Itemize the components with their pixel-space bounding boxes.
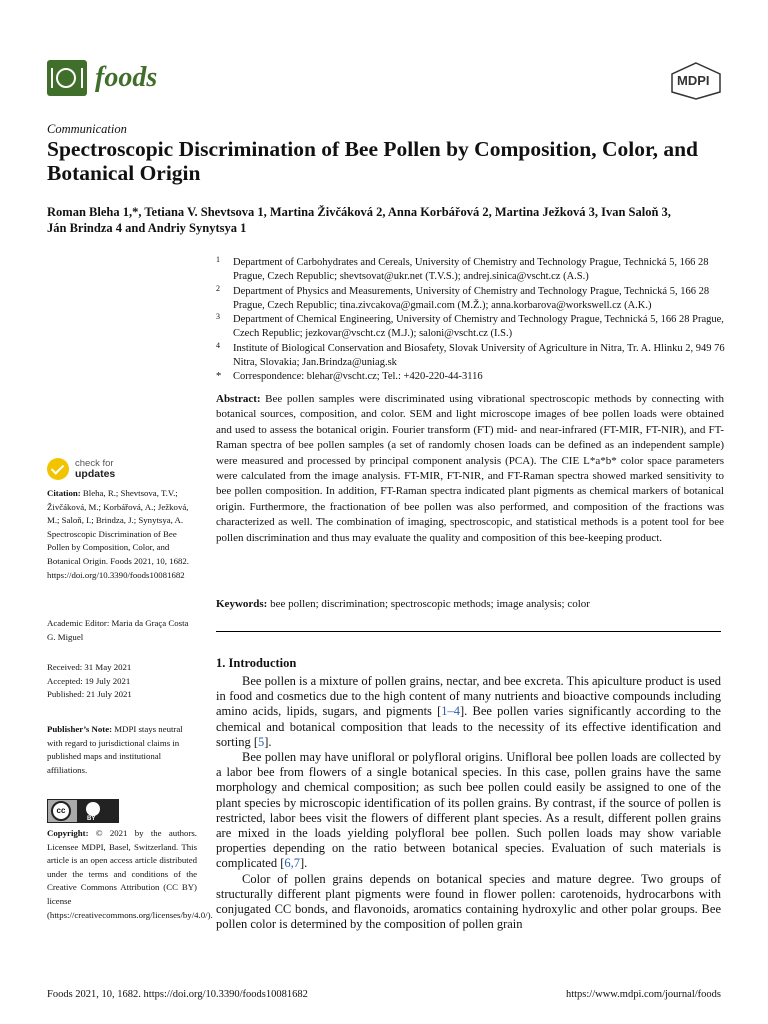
- abstract-label: Abstract:: [216, 393, 261, 405]
- authors-line-1: Roman Bleha 1,*, Tetiana V. Shevtsova 1, Martina Živčáková 2, Anna Korbářová 2, Martina Ježková 3, Ivan Saloň 3,: [47, 205, 671, 219]
- footer-citation[interactable]: Foods 2021, 10, 1682. https://doi.org/10.3390/foods10081682: [47, 989, 308, 1000]
- abstract-text: Bee pollen samples were discriminated using vibrational spectroscopic methods by connecting with botanical sources, composition, and color. SEM and light microscope images of bee pollen loads were obtained and used to assess the botanical origin. Fourier transform (FT) mid- and near-infrared (FT-MIR, FT-NIR), and FT-Raman spectra of bee pollen samples (a set of randomly chosen loads can be defined as an independent sample) were measured and processed by principal component analysis (PCA). The CIE L*a*b* color space parameters were calculated from the image analysis. FT-MIR, FT-NIR, and FT-Raman spectra showed marked sensitivity to bee pollen composition. In addition, FT-Raman spectra indicated plant pigments as chemical markers of botanical origin. Furthermore, the fractionation of bee pollen was also performed, and composition of the fractions was characterized as well. The combination of imaging, spectroscopic, and statistical methods is a potent tool for bee pollen discrimination and thus may evaluate the quality and composition of this bee-keeping product.: [216, 393, 724, 544]
- by-label: BY: [87, 816, 96, 822]
- reference-link[interactable]: 6,7: [284, 856, 300, 871]
- check-line-1: check for: [75, 457, 114, 469]
- correspondence-text: Correspondence: blehar@vscht.cz; Tel.: +420-220-44-3116: [233, 371, 483, 383]
- citation-label: Citation:: [47, 488, 81, 498]
- copyright-block: [47, 827, 213, 922]
- received-date: Received: 31 May 2021: [47, 662, 132, 672]
- affiliation-number: 3: [216, 312, 220, 322]
- keywords-label: Keywords:: [216, 598, 268, 610]
- affiliation-text: Institute of Biological Conservation and Biosafety, Slovak University of Agriculture in Nitra, Tr. A. Hlinku 2, 949 76 Nitra, Slovakia; Jan.Brindza@uniag.sk: [233, 342, 725, 369]
- affiliation-text: Department of Physics and Measurements, University of Chemistry and Technology Prague, Technická 5, 166 28 Prague, Czech Republic; tina.zivcakova@gmail.com (M.Ž.); anna.korbarova@workswell.cz (A.K.): [233, 285, 710, 311]
- article-title: Spectroscopic Discrimination of Bee Pollen by Composition, Color, and Botanical Origin: [47, 137, 698, 185]
- footer-journal-link[interactable]: https://www.mdpi.com/journal/foods: [565, 989, 721, 1000]
- cc-icon: cc: [51, 801, 71, 821]
- citation-block: [47, 487, 197, 582]
- note-label: Publisher’s Note:: [47, 724, 113, 734]
- checkmark-icon: [47, 458, 69, 480]
- reference-link[interactable]: 5: [258, 734, 265, 749]
- affiliation-number: 1: [216, 255, 220, 264]
- check-for-updates-button[interactable]: [47, 456, 177, 482]
- publisher-name: MDPI: [677, 73, 710, 88]
- cc-by-license-badge[interactable]: [47, 799, 119, 823]
- by-icon: [77, 800, 118, 822]
- copyright-text: © 2021 by the authors. Licensee MDPI, Basel, Switzerland. This article is an open access article distributed under the terms and conditions of the Creative Commons Attribution (CC BY) license (https://creativecommons.org/licenses/by/4.0/).: [47, 828, 213, 920]
- affiliations: [216, 256, 726, 385]
- published-date: Published: 21 July 2021: [47, 689, 132, 700]
- affiliation-text: Department of Carbohydrates and Cereals, University of Chemistry and Technology Prague, Technická 5, 166 28 Prague, Czech Republic; shevtsovat@ukr.net (T.V.S.); andrej.sinica@vscht.cz (A.S.): [233, 257, 709, 283]
- section-divider: [216, 631, 721, 632]
- journal-logo[interactable]: [47, 58, 277, 98]
- citation-text: Bleha, R.; Shevtsova, T.V.; Živčáková, M.; Korbářová, A.; Ježková, M.; Saloň, I.; Brindza, J.; Synytsya, A. Spectroscopic Discrimination of Bee Pollen by Composition, Color, and Botanical Origin. Foods 2021, 10, 1682. https://doi.org/10.3390/foods10081682: [47, 488, 189, 580]
- paragraph: Bee pollen is a mixture of pollen grains, nectar, and bee excreta. This apiculture product is used in food and cosmetics due to the high content of many nutrients and bioactive compounds including amino acids, lipids, sugars, and pigments [1–4]. Bee pollen varies significantly according to the chemical and botanical composition that leads to the necessity of its effective identification and sorting [5].: [216, 674, 721, 749]
- article-type: Communication: [47, 122, 127, 136]
- correspondence: [216, 370, 726, 384]
- plate-cutlery-icon: [47, 60, 87, 96]
- check-line-2: updates: [75, 467, 116, 480]
- keywords: [216, 597, 724, 612]
- paragraph: Color of pollen grains depends on botanical species and mature degree. Two groups of structurally different plant pigments were found in flower pollen: carotenoids, hydrocarbons with conjugated CC bonds, and flavonoids, aromatics containing hydroxylic and other polar groups. Bee pollen color is determined by the composition of pollen grain: [216, 871, 721, 932]
- journal-name: foods: [95, 62, 158, 93]
- mdpi-logo[interactable]: [670, 62, 722, 100]
- publisher-note: [47, 723, 197, 777]
- affiliation-item: [216, 313, 726, 342]
- affiliation-text: Department of Chemical Engineering, University of Chemistry and Technology Prague, Technická 5, 166 28 Prague, Czech Republic; jezkovar@vscht.cz (M.J.); saloni@vscht.cz (I.S.): [233, 314, 724, 340]
- affiliation-number: 4: [216, 340, 220, 350]
- affiliation-item: [216, 285, 726, 314]
- affiliation-item: [216, 256, 726, 285]
- authors-line-2: Ján Brindza 4 and Andriy Synytsya 1: [47, 221, 247, 235]
- abstract: [216, 392, 724, 546]
- affiliation-number: 2: [216, 283, 220, 293]
- academic-editor: Academic Editor: Maria da Graça Costa G. Miguel: [47, 618, 189, 642]
- keywords-text: bee pollen; discrimination; spectroscopic methods; image analysis; color: [270, 598, 590, 610]
- copyright-label: Copyright:: [47, 828, 89, 838]
- author-list: [47, 204, 737, 236]
- paragraph: Bee pollen may have unifloral or polyfloral origins. Unifloral bee pollen loads are collected by a labor bee from flowers of a single botanical species. In this case, pollen grains have the same morphology and chemical composition; as such bee pollen could easily be assigned to one of the plant species by microscopic identification of its pollen grains. By contrast, if the source of pollen is restricted, labor bees visit the flowers of different plant species. As a result, different pollen grains are mixed in the loads yielding polyfloral bee pollen. Such pollen loads may show variable properties depending on the ratio between botanical species. Evaluation of such materials is complicated [6,7].: [216, 750, 721, 871]
- intro-body: [216, 674, 721, 932]
- section-heading: 1. Introduction: [216, 656, 297, 670]
- dates-block: [47, 661, 197, 702]
- accepted-date: Accepted: 19 July 2021: [47, 675, 131, 686]
- note-text: MDPI stays neutral with regard to jurisdictional claims in published maps and institutional affiliations.: [47, 724, 183, 775]
- affiliation-item: [216, 342, 726, 371]
- reference-link[interactable]: 1–4: [441, 704, 461, 719]
- correspondence-mark: *: [216, 371, 222, 383]
